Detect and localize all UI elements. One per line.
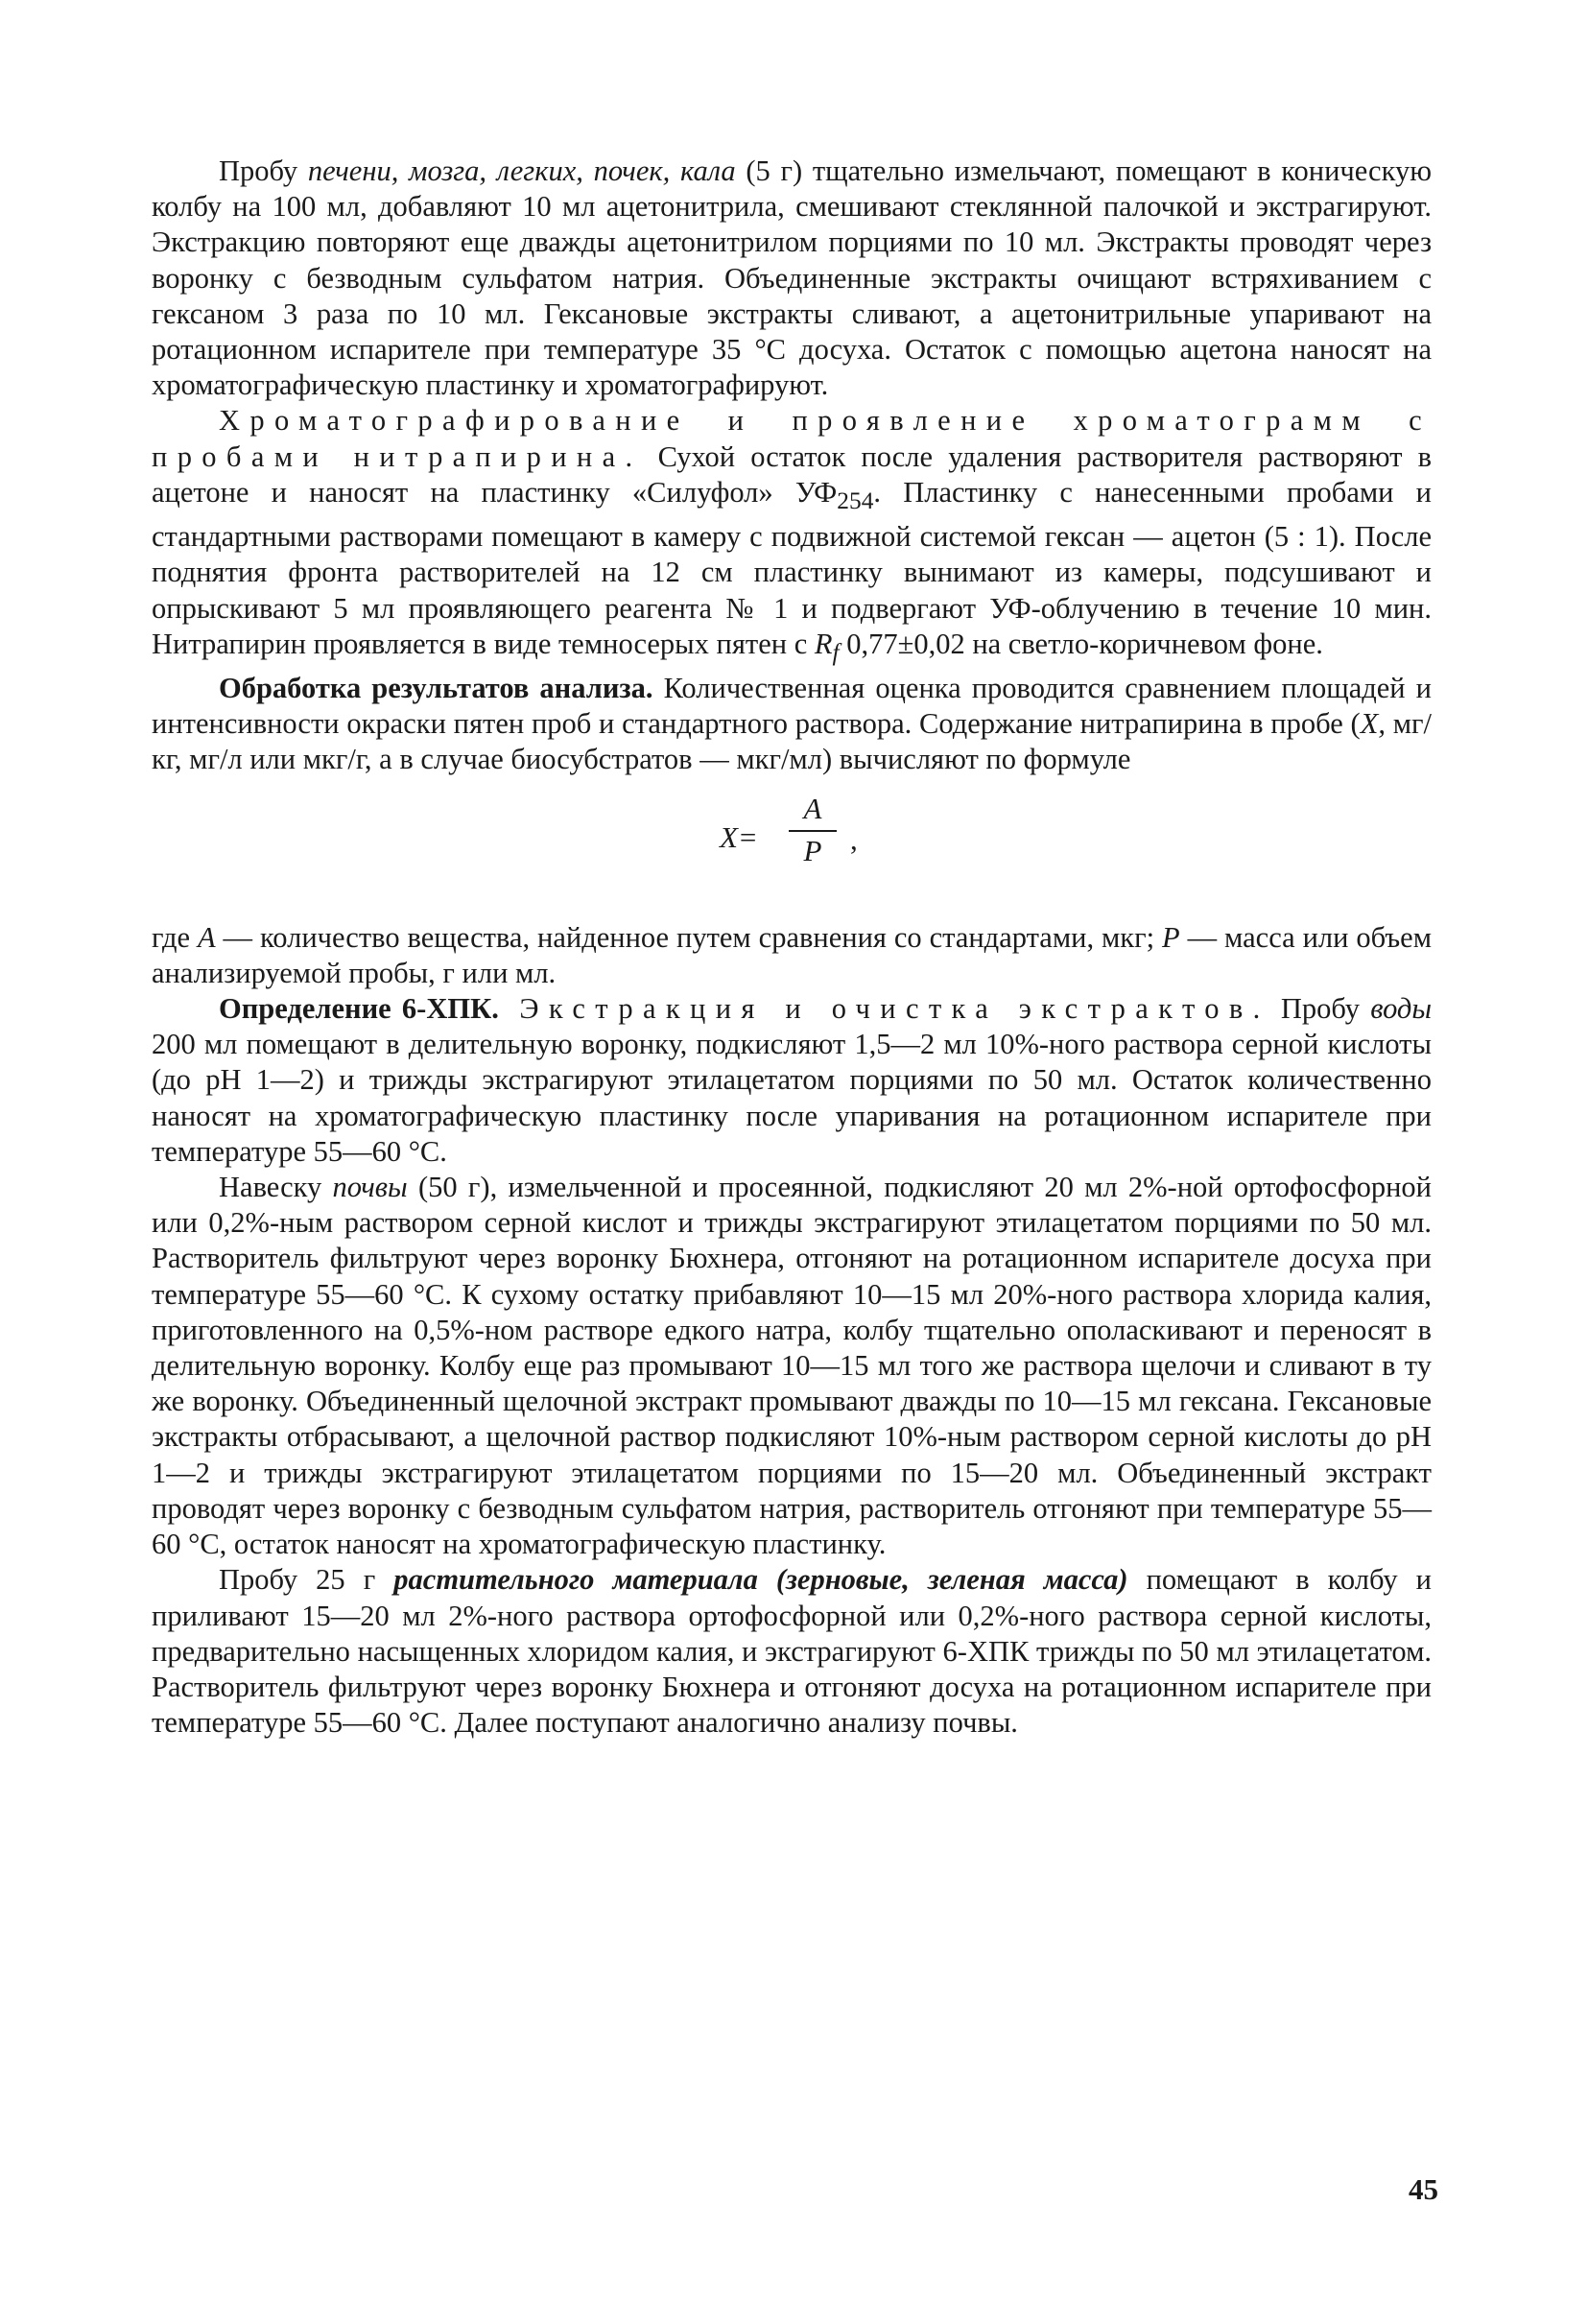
formula-trailing-comma: , xyxy=(850,821,858,856)
formula-denominator: P xyxy=(803,833,822,867)
page-number: 45 xyxy=(1409,2172,1438,2206)
page-body xyxy=(152,154,1432,1741)
p5-water-italic: воды xyxy=(1370,992,1433,1026)
p6-text-b: (50 г), измельченной и просеянной, подкисляют 20 мл 2%-ной ортофосфорной или 0,2%-ным раствором серной кислот и трижды экстрагируют этилацетатом порциями по 50 мл. Растворитель фильтруют через воронку Бюхнера, отгоняют на ротационном испарителе досуха при температуре 55—60 °С. К сухому остатку прибавляют 10—15 мл 20%-ного раствора хлорида калия, приготовленного на 0,5%-ном растворе едкого натра, колбу тщательно ополаскивают и переносят в делительную воронку. Колбу еще раз промывают 10—15 мл того же раствора щелочи и сливают в ту же воронку. Объединенный щелочной экстракт промывают дважды по 10—15 мл гексана. Гексановые экстракты отбрасывают, а щелочной раствор подкисляют 10%-ным раствором серной кислоты до рН 1—2 и трижды экстрагируют этилацетатом порциями по 15—20 мл. Объединенный экстракт проводят через воронку с безводным сульфатом натрия, растворитель отгоняют при температуре 55—60 °С, остаток наносят на хроматографическую пластинку. xyxy=(152,1171,1432,1561)
p2-text-b: . Пластинку с нанесенными пробами и стандартными растворами помещают в камеру с подвижной системой гексан — ацетон (5 : 1). После поднятия фронта растворителей на 12 см пластинку вынимают из камеры, подсушивают и опрыскивают 5 мл проявляющего реагента № 1 и подвергают УФ-облучению в течение 10 мин. Нитрапирин проявляется в виде темносерых пятен с xyxy=(152,475,1433,660)
p2-section-heading: Хроматографирование и проявление хроматограмм с пробами нитрапирина. xyxy=(152,404,1432,473)
paragraph-6hpk-soil xyxy=(152,1170,1432,1562)
p3-text-a: Количественная оценка проводится сравнением площадей и интенсивности окраски пятен проб и стандартного раствора. Содержание нитрапирина в пробе ( xyxy=(152,672,1432,741)
p5-subsection-heading: Экстракция и очистка экстрактов. xyxy=(498,992,1270,1026)
paragraph-6hpk-water xyxy=(152,991,1432,1170)
paragraph-chromatography xyxy=(152,403,1432,671)
p5-section-heading: Определение 6-ХПК. xyxy=(219,992,499,1026)
p5-text-b: 200 мл помещают в делительную воронку, подкисляют 1,5—2 мл 10%-ного раствора серной кислоты (до рН 1—2) и трижды экстрагируют этилацетатом порциями по 50 мл. Остаток количественно наносят на хроматографическую пластинку после упаривания на ротационном испарителе при температуре 55—60 °С. xyxy=(152,1028,1432,1168)
p3-text-b: мг/кг, мг/л или мкг/г, а в случае биосубстратов — мкг/мл) вычисляют по формуле xyxy=(152,707,1432,776)
formula-lhs: X= xyxy=(720,819,758,854)
p6-soil-italic: почвы xyxy=(332,1171,408,1204)
p3-section-heading: Обработка результатов анализа. xyxy=(219,672,653,705)
p2-subscript: 254 xyxy=(837,486,874,514)
p2-text-c: 0,77±0,02 на светло-коричневом фоне. xyxy=(839,627,1323,660)
paragraph-formula-legend xyxy=(152,920,1432,991)
paragraph-sample-organs xyxy=(152,154,1432,403)
p1-text-a: Пробу xyxy=(219,154,308,187)
paragraph-results xyxy=(152,671,1432,778)
p3-x-symbol: X, xyxy=(1360,707,1386,741)
p2-rf-symbol: R xyxy=(814,627,833,660)
p7-text-b: помещают в колбу и приливают 15—20 мл 2%-ного раствора ортофосфорной или 0,2%-ного раствора серной кислоты, предварительно насыщенных хлоридом калия, и экстрагируют 6-ХПК трижды по 50 мл этилацетатом. Растворитель фильтруют через воронку Бюхнера и отгоняют досуха на ротационном испарителе при температуре 55—60 °С. Далее поступают аналогично анализу почвы. xyxy=(152,1563,1432,1740)
formula-x-equals-a-over-p xyxy=(152,792,1432,909)
p1-text-b: (5 г) тщательно измельчают, помещают в коническую колбу на 100 мл, добавляют 10 мл ацетонитрила, смешивают стеклянной палочкой и экстрагируют. Экстракцию повторяют еще дважды ацетонитрилом порциями по 10 мл. Экстракты проводят через воронку с безводным сульфатом натрия. Объединенные экстракты очищают встряхиванием с гексаном 3 раза по 10 мл. Гексановые экстракты сливают, а ацетонитрильные упаривают на ротационном испарителе при температуре 35 °С досуха. Остаток с помощью ацетона наносят на хроматографическую пластинку и хроматографируют. xyxy=(152,154,1432,402)
p2-text-a: Сухой остаток после удаления растворителя растворяют в ацетоне и наносят на пластинку «Силуфол» УФ xyxy=(152,439,1432,509)
p4-a-symbol: A xyxy=(197,920,216,954)
p6-text-a: Навеску xyxy=(219,1171,333,1204)
formula-fraction xyxy=(789,792,837,868)
p4-text-c: — масса или объем анализируемой пробы, г или мл. xyxy=(152,920,1432,989)
paragraph-6hpk-plant xyxy=(152,1562,1432,1741)
formula-numerator: A xyxy=(803,791,822,825)
p1-organs-italic: печени, мозга, легких, почек, кала xyxy=(307,154,736,187)
p4-p-symbol: P xyxy=(1162,920,1180,954)
p2-rf-subscript: f xyxy=(832,638,840,666)
p4-text-a: где xyxy=(152,920,198,954)
p4-text-b: — количество вещества, найденное путем сравнения со стандартами, мкг; xyxy=(215,920,1163,954)
p7-text-a: Пробу 25 г xyxy=(219,1563,394,1597)
p7-plant-italic: растительного материала (зерновые, зеленая масса) xyxy=(393,1563,1128,1597)
p5-text-a: Пробу xyxy=(1269,992,1371,1026)
formula-fraction-bar xyxy=(789,830,837,832)
